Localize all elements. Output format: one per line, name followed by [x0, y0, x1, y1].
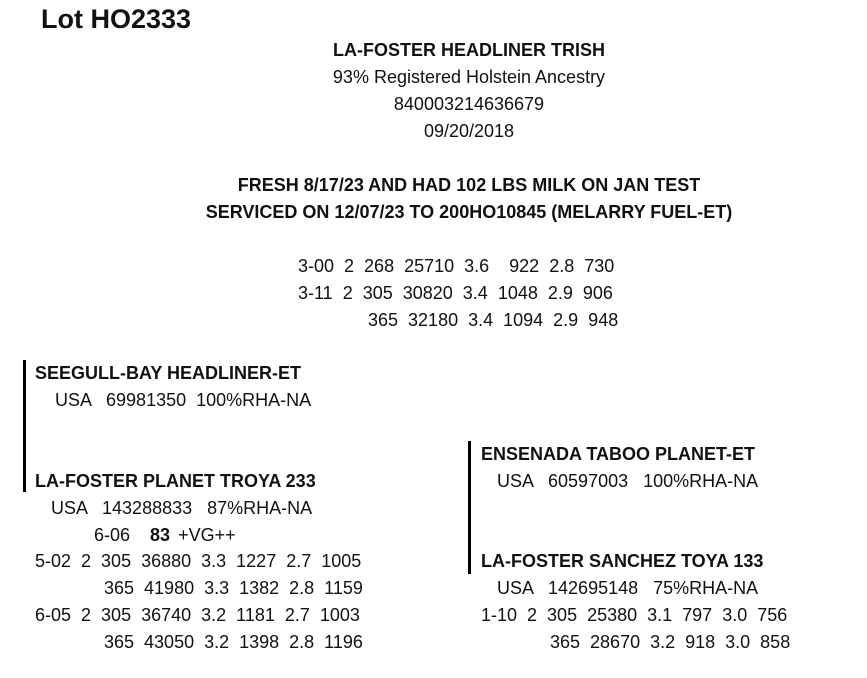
maternal-grandsire-info: USA 60597003 100%RHA-NA — [497, 471, 759, 491]
dam-name: LA-FOSTER PLANET TROYA 233 — [35, 471, 316, 491]
service-note: SERVICED ON 12/07/23 TO 200HO10845 (MELARRY FUEL-ET) — [205, 202, 733, 222]
production-record: 3-11 2 305 30820 3.4 1048 2.9 906 — [298, 283, 613, 303]
lot-number: Lot HO2333 — [41, 4, 192, 34]
dam-record: 365 43050 3.2 1398 2.8 1196 — [104, 632, 363, 652]
maternal-granddam-name: LA-FOSTER SANCHEZ TOYA 133 — [481, 551, 764, 571]
pedigree-bracket-left — [23, 360, 26, 492]
maternal-grandsire-name: ENSENADA TABOO PLANET-ET — [481, 444, 756, 464]
dam-record: 5-02 2 305 36880 3.3 1227 2.7 1005 — [35, 551, 362, 571]
animal-id: 840003214636679 — [393, 94, 545, 114]
animal-ancestry: 93% Registered Holstein Ancestry — [332, 67, 606, 87]
production-record: 3-00 2 268 25710 3.6 922 2.8 730 — [298, 256, 615, 276]
animal-name: LA-FOSTER HEADLINER TRISH — [333, 40, 605, 60]
animal-birth-date: 09/20/2018 — [423, 121, 515, 141]
sire-info: USA 69981350 100%RHA-NA — [55, 390, 312, 410]
dam-class-age: 6-06 — [94, 525, 131, 545]
dam-score: 83 — [150, 525, 171, 545]
maternal-granddam-info: USA 142695148 75%RHA-NA — [497, 578, 759, 598]
dam-info: USA 143288833 87%RHA-NA — [51, 498, 313, 518]
maternal-granddam-record: 1-10 2 305 25380 3.1 797 3.0 756 — [481, 605, 788, 625]
maternal-granddam-record: 365 28670 3.2 918 3.0 858 — [550, 632, 791, 652]
sire-name: SEEGULL-BAY HEADLINER-ET — [35, 363, 302, 383]
fresh-note: FRESH 8/17/23 AND HAD 102 LBS MILK ON JAN TEST — [237, 175, 701, 195]
dam-record: 365 41980 3.3 1382 2.8 1159 — [104, 578, 363, 598]
dam-record: 6-05 2 305 36740 3.2 1181 2.7 1003 — [35, 605, 360, 625]
production-record: 365 32180 3.4 1094 2.9 948 — [368, 310, 619, 330]
pedigree-bracket-right — [468, 441, 471, 574]
dam-classification-line — [94, 524, 236, 546]
dam-classification: +VG++ — [178, 525, 236, 545]
